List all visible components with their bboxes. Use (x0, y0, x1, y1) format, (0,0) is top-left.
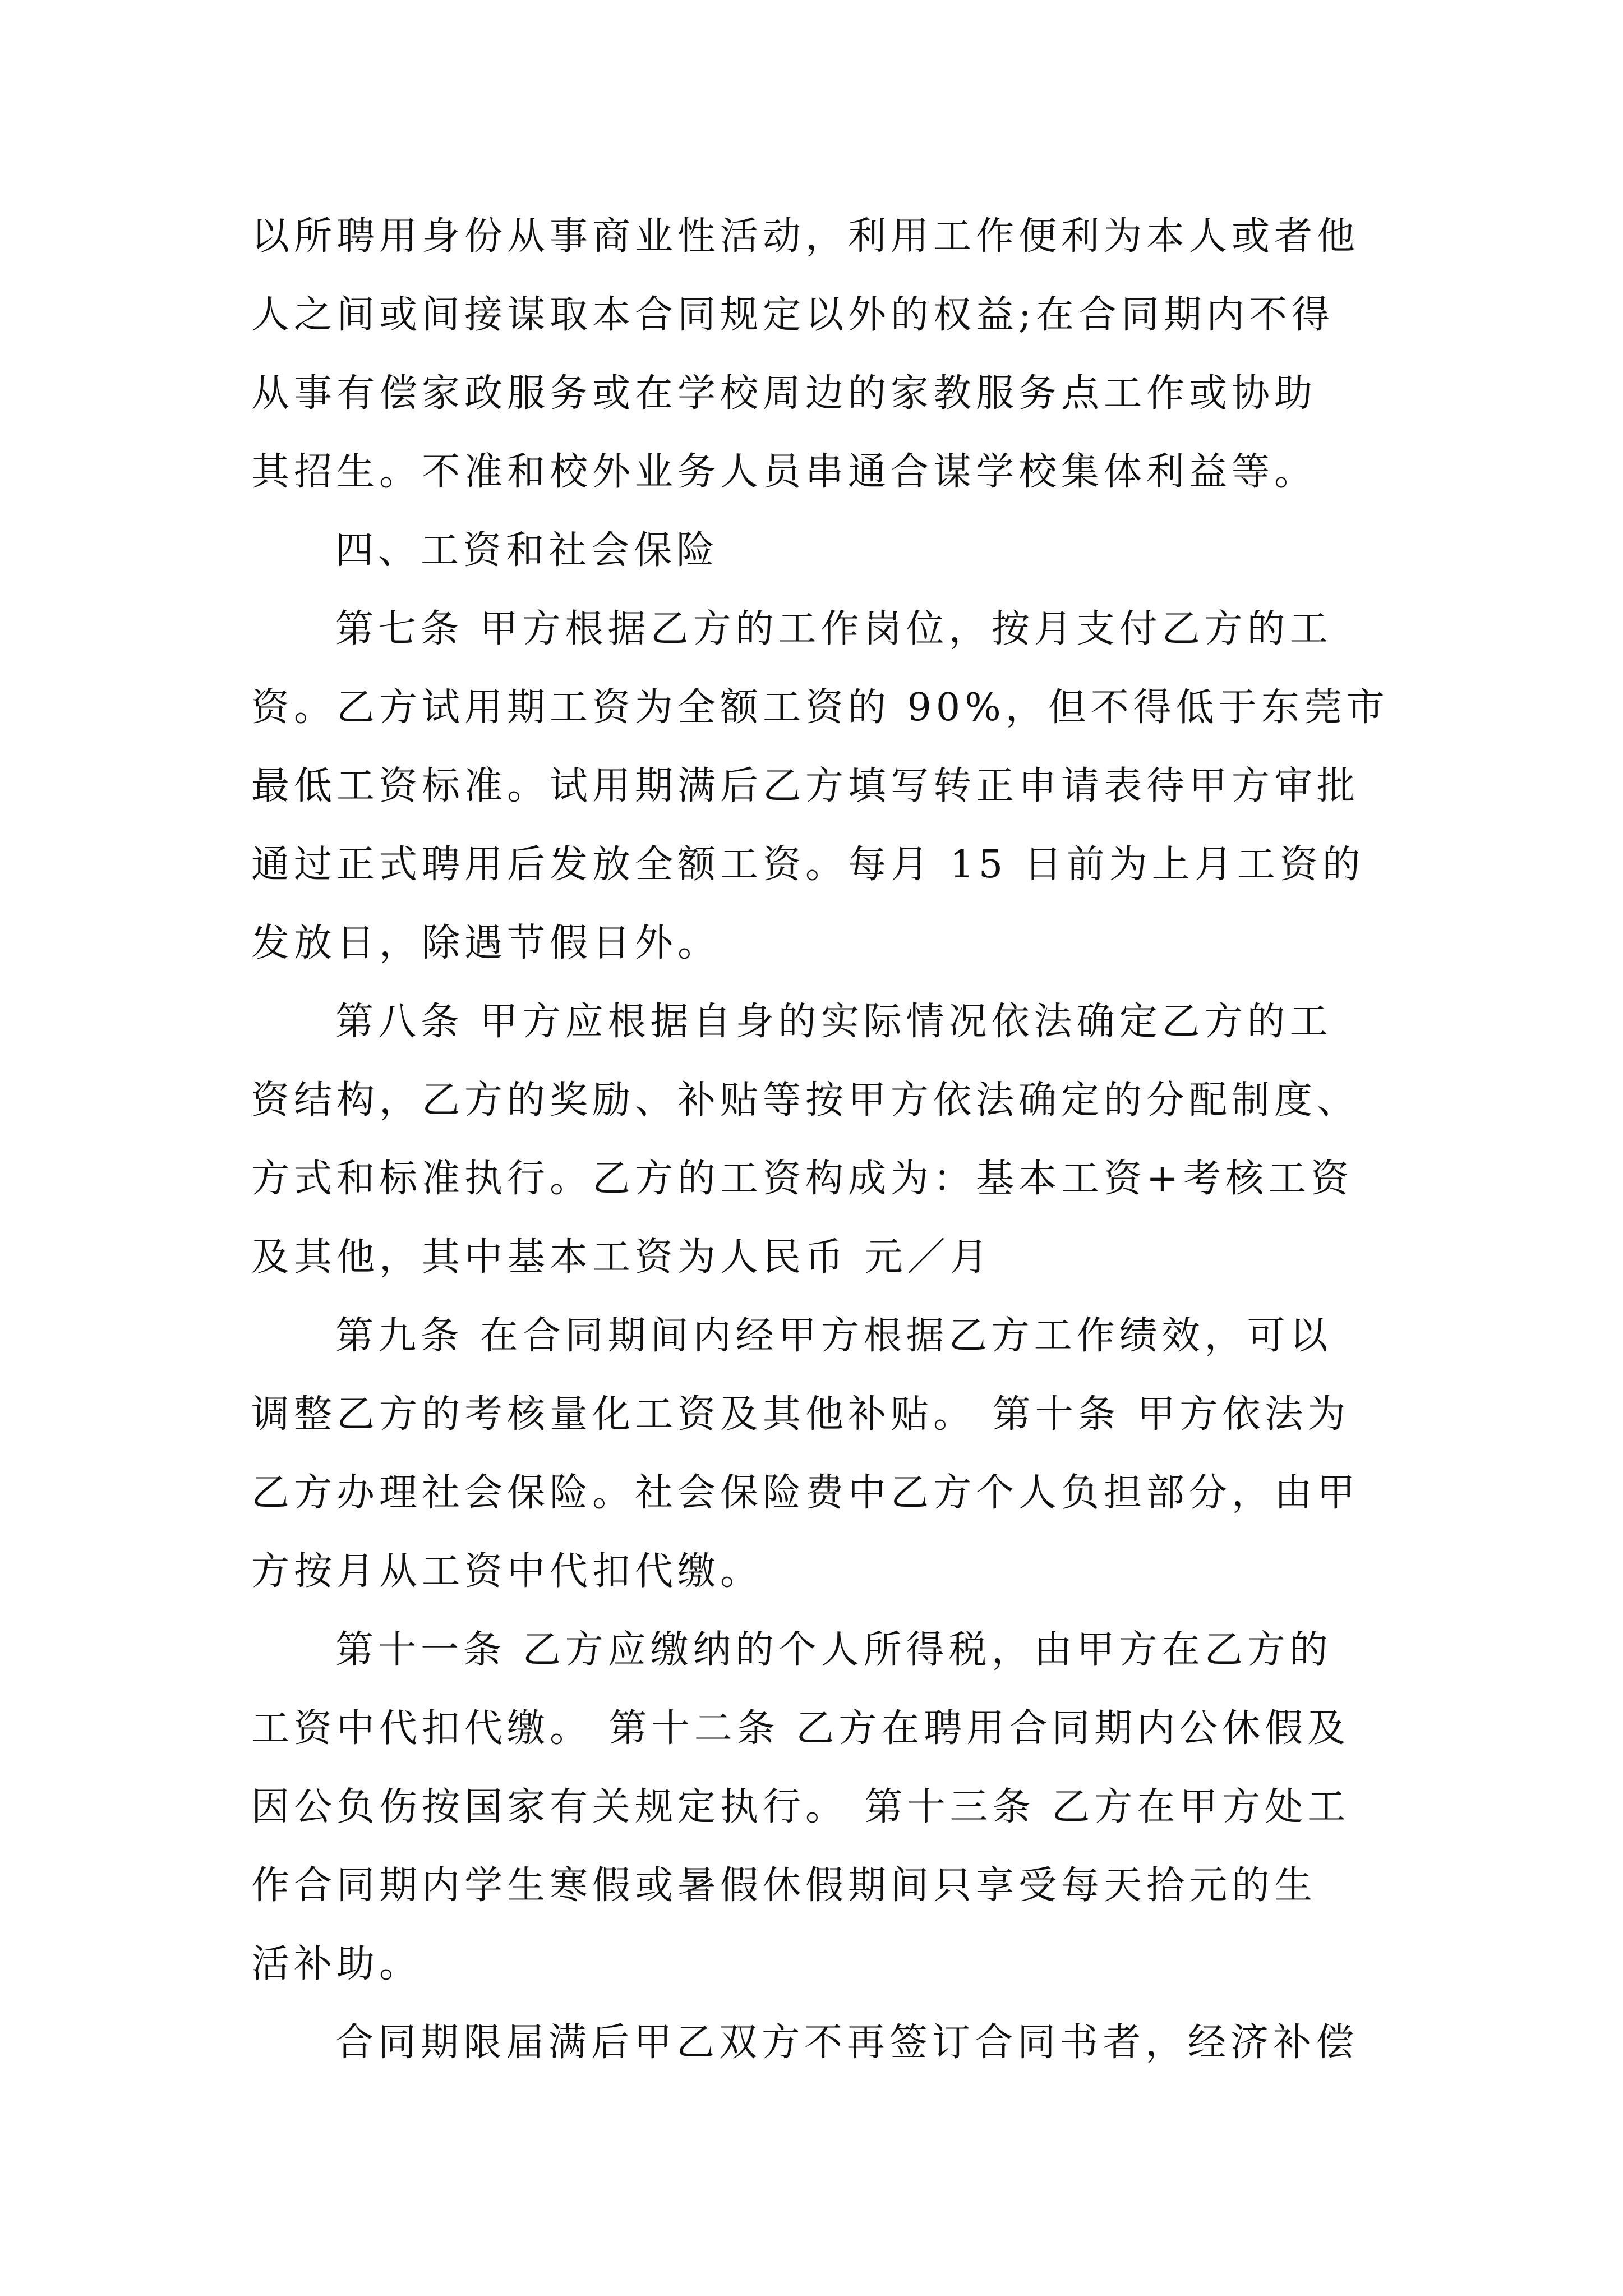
final-paragraph-start: 合同期限届满后甲乙双方不再签订合同书者，经济补偿 (335, 2021, 1359, 2065)
text-line: 方式和标准执行。乙方的工资构成为：基本工资+考核工资 (251, 1157, 1353, 1201)
text-line: 通过正式聘用后发放全额工资。每月 15 日前为上月工资的 (251, 843, 1365, 887)
text-line: 其招生。不准和校外业务人员串通合谋学校集体利益等。 (251, 450, 1317, 494)
article-8-start: 第八条 甲方应根据自身的实际情况依法确定乙方的工 (335, 1000, 1332, 1044)
contract-text-body (251, 197, 1389, 2082)
text-line: 最低工资标准。试用期满后乙方填写转正申请表待甲方审批 (251, 764, 1360, 808)
text-line: 方按月从工资中代扣代缴。 (251, 1549, 763, 1594)
text-line: 资结构，乙方的奖励、补贴等按甲方依法确定的分配制度、 (251, 1078, 1360, 1122)
text-line: 以所聘用身份从事商业性活动，利用工作便利为本人或者他 (251, 214, 1360, 259)
article-11-start: 第十一条 乙方应缴纳的个人所得税，由甲方在乙方的 (335, 1628, 1332, 1672)
article-7-start: 第七条 甲方根据乙方的工作岗位，按月支付乙方的工 (335, 607, 1332, 651)
text-line: 人之间或间接谋取本合同规定以外的权益;在合同期内不得 (251, 293, 1334, 337)
text-line: 作合同期内学生寒假或暑假休假期间只享受每天拾元的生 (251, 1864, 1317, 1908)
text-line: 发放日，除遇节假日外。 (251, 921, 721, 965)
article-9-start: 第九条 在合同期间内经甲方根据乙方工作绩效，可以 (335, 1314, 1332, 1358)
text-line: 及其他，其中基本工资为人民币 元／月 (251, 1235, 993, 1280)
text-line: 资。乙方试用期工资为全额工资的 90%，但不得低于东莞市 (251, 685, 1389, 730)
text-line: 调整乙方的考核量化工资及其他补贴。 第十条 甲方依法为 (251, 1392, 1350, 1437)
text-line: 因公负伤按国家有关规定执行。 第十三条 乙方在甲方处工 (251, 1785, 1350, 1829)
text-line: 从事有偿家政服务或在学校周边的家教服务点工作或协助 (251, 371, 1317, 416)
section-heading: 四、工资和社会保险 (335, 528, 720, 573)
text-line: 工资中代扣代缴。 第十二条 乙方在聘用合同期内公休假及 (251, 1706, 1350, 1751)
text-line: 乙方办理社会保险。社会保险费中乙方个人负担部分，由甲 (251, 1471, 1360, 1515)
text-line: 活补助。 (251, 1942, 422, 1986)
